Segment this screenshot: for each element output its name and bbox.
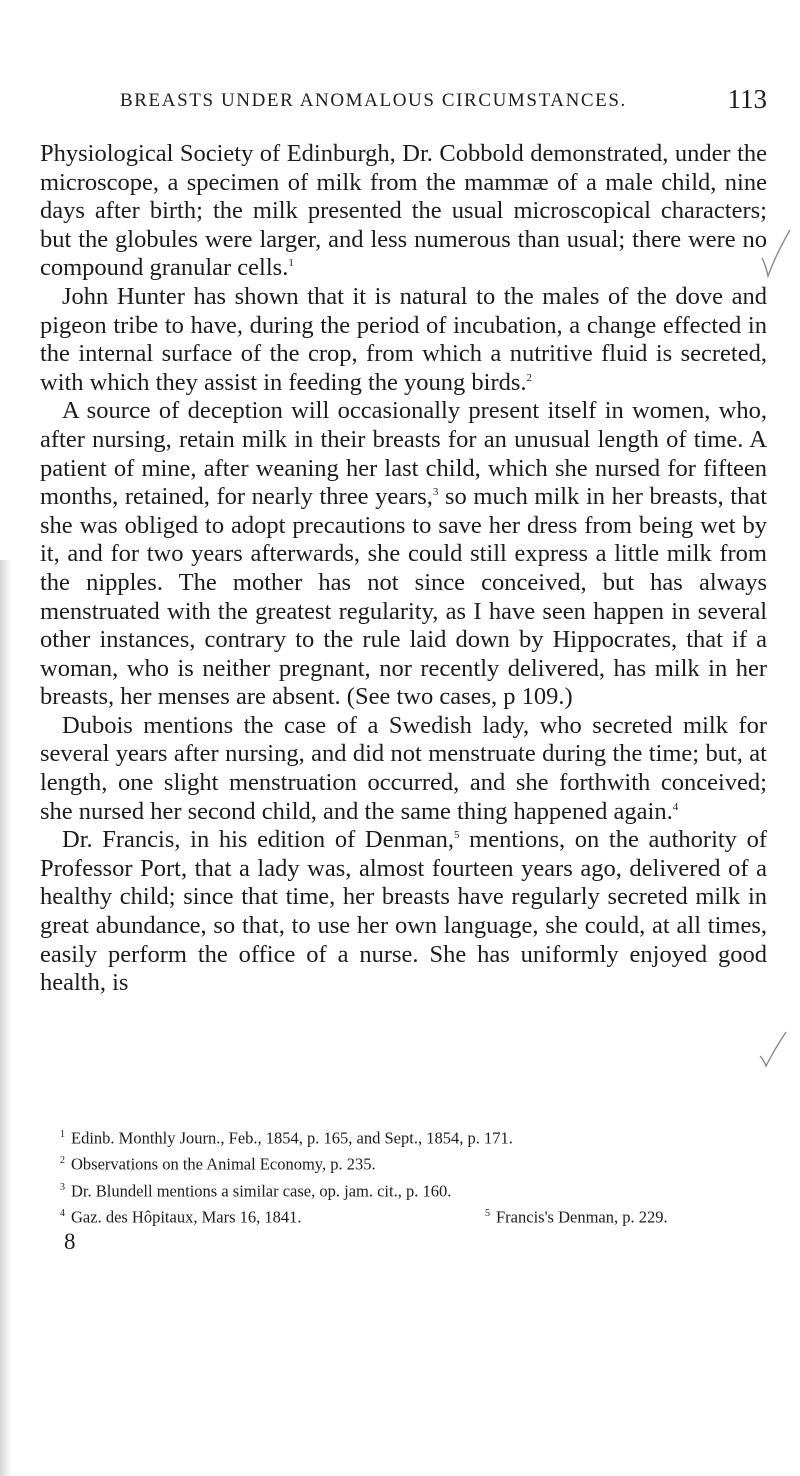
footnote-ref: 1 bbox=[288, 257, 294, 270]
footnote: $^4$ Gaz. des Hôpitaux, Mars 16, 1841. $^5$ Francis's Denman, p. 229. bbox=[60, 1203, 775, 1229]
binding-shadow bbox=[0, 560, 12, 1476]
footnote: $^1$ Edinb. Monthly Journ., Feb., 1854, p. 165, and Sept., 1854, p. 171. bbox=[60, 1128, 513, 1148]
paragraph: Dr. Francis, in his edition of Denman,$^5$ mentions, on the authority of Professor Port, that a lady was, almost fourteen years ago, delivered of a healthy child; since that time, her breasts have regularly secreted milk in great abundance, so that, to use her own language, she could, at all times, easily perform the office of a nurse. She has uniformly enjoyed good health, is bbox=[40, 826, 767, 997]
pencil-checkmark bbox=[758, 1020, 788, 1070]
footnote-ref: 3 bbox=[432, 485, 439, 498]
signature-mark: 8 bbox=[64, 1229, 76, 1255]
footnote-ref: 2 bbox=[526, 371, 533, 384]
running-title: BREASTS UNDER ANOMALOUS CIRCUMSTANCES. bbox=[120, 90, 627, 111]
footnote: $^5$ Francis's Denman, p. 229. bbox=[485, 1207, 668, 1227]
footnote-ref: 5 bbox=[454, 829, 460, 842]
page-header bbox=[40, 84, 767, 124]
pencil-checkmark bbox=[760, 228, 790, 278]
paragraph: A source of deception will occasionally present itself in women, who, after nursing, retain milk in their breasts for an unusual length of time. A patient of mine, after weaning her last child, which she nursed for fifteen months, retained, for nearly three years,$^3$ so much milk in her breasts, that she was obliged to adopt precautions to save her dress from being wet by it, and for two years afterwards, she could still express a little milk from the nipples. The mother has not since conceived, but has always menstruated with the greatest regularity, as I have seen happen in several other instances, contrary to the rule laid down by Hippocrates, that if a woman, who is neither pregnant, nor recently delivered, has milk in her breasts, her menses are absent. (See two cases, p 109.) bbox=[40, 397, 768, 711]
paragraph: Dubois mentions the case of a Swedish lady, who secreted milk for several years after nursing, and did not menstruate during the time; but, at length, one slight menstruation occurred, and she forthwith conceived; she nursed her second child, and the same thing happened again.$^4$ bbox=[40, 711, 767, 825]
footnote: $^2$ Observations on the Animal Economy, p. 235. bbox=[60, 1154, 376, 1174]
footnote-ref: 4 bbox=[672, 800, 679, 813]
body-text bbox=[40, 140, 767, 998]
footnotes bbox=[60, 1124, 775, 1255]
paragraph: John Hunter has shown that it is natural to the males of the dove and pigeon tribe to have, during the period of incubation, a change effected in the internal surface of the crop, from which a nutritive fluid is secreted, with which they assist in feeding the young birds.$^2$ bbox=[40, 282, 767, 396]
footnote: $^3$ Dr. Blundell mentions a similar case, op. jam. cit., p. 160. bbox=[60, 1181, 452, 1201]
paragraph: Physiological Society of Edinburgh, Dr. Cobbold demonstrated, under the microscope, a specimen of milk from the mammæ of a male child, nine days after birth; the milk presented the usual microscopical characters; but the globules were larger, and less numerous than usual; there were no compound granular cells.$^1$ bbox=[40, 140, 767, 282]
page-number: 113 bbox=[727, 84, 767, 114]
